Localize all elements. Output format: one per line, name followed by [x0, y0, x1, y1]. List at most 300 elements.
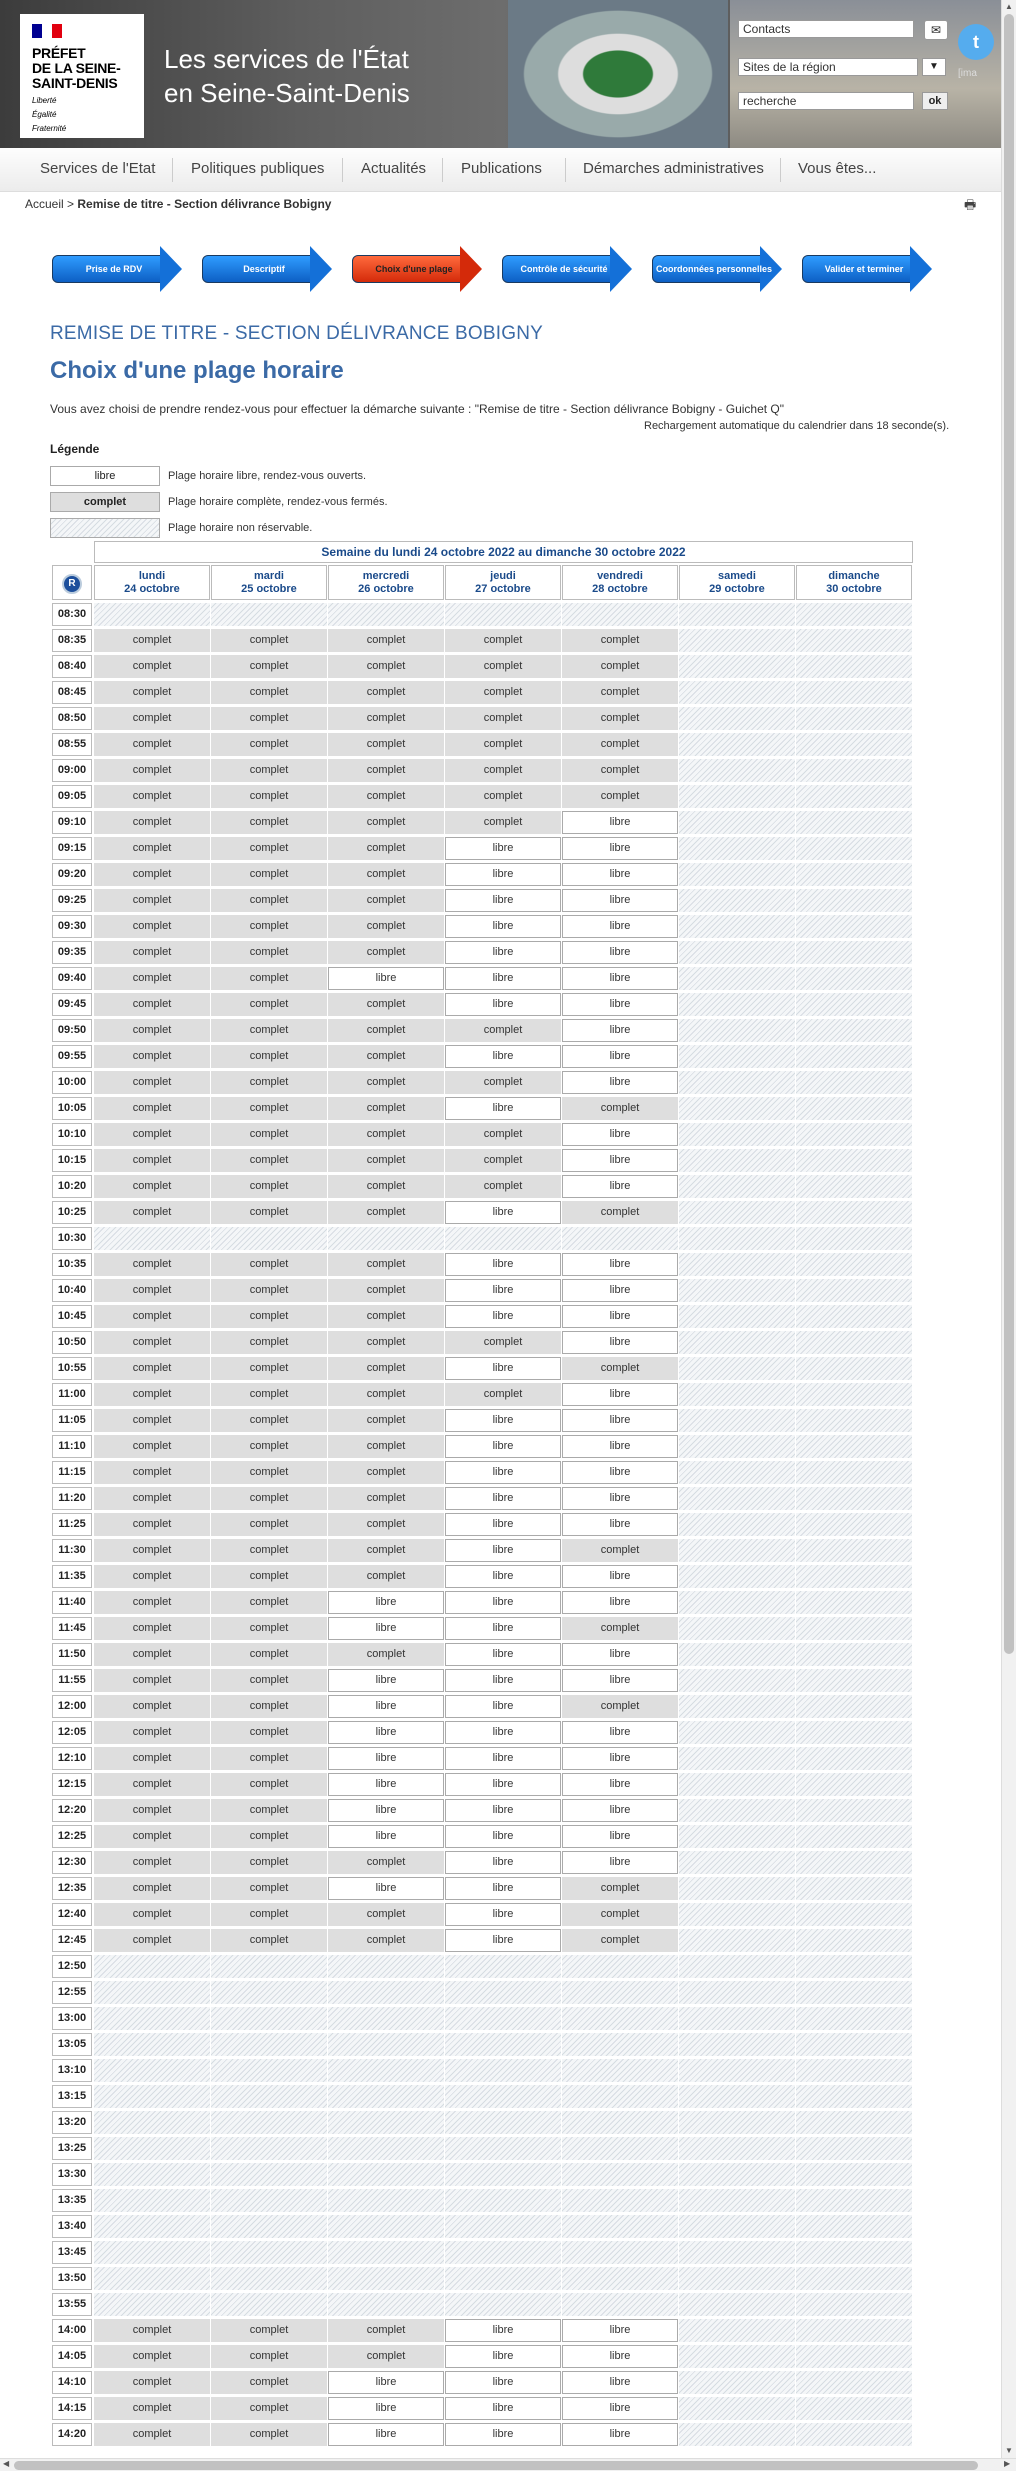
slot-cell-na [211, 2215, 327, 2238]
slot-cell-complet: complet [211, 1799, 327, 1822]
slot-cell-libre[interactable]: libre [445, 2319, 561, 2342]
day-date: 30 octobre [826, 583, 882, 595]
slot-cell-na [328, 1955, 444, 1978]
slot-cell-na [796, 915, 912, 938]
slot-cell-complet: complet [94, 1357, 210, 1380]
step-choix-plage[interactable] [352, 246, 482, 292]
day-header-samedi [679, 565, 795, 600]
time-label: 11:20 [52, 1487, 92, 1510]
slot-cell-na [562, 603, 678, 626]
slot-cell-libre[interactable]: libre [562, 1045, 678, 1068]
slot-cell-na [562, 2111, 678, 2134]
slot-cell-complet: complet [94, 707, 210, 730]
slot-cell-na [94, 2137, 210, 2160]
slot-cell-na [679, 1851, 795, 1874]
slot-cell-libre[interactable]: libre [445, 1539, 561, 1562]
slot-cell-libre[interactable]: libre [445, 993, 561, 1016]
slot-cell-complet: complet [211, 681, 327, 704]
table-row [52, 2293, 914, 2319]
table-row [52, 1799, 914, 1825]
refresh-icon[interactable]: R [62, 574, 82, 594]
nav-item-publications[interactable]: Publications [461, 160, 542, 177]
slot-cell-libre[interactable]: libre [445, 1045, 561, 1068]
slot-cell-na [445, 2293, 561, 2316]
slot-cell-complet: complet [211, 941, 327, 964]
slot-cell-libre[interactable]: libre [445, 1877, 561, 1900]
table-row [52, 629, 914, 655]
slot-cell-libre[interactable]: libre [328, 1617, 444, 1640]
slot-cell-na [679, 1955, 795, 1978]
slot-cell-complet: complet [445, 785, 561, 808]
slot-cell-na [796, 889, 912, 912]
search-input[interactable]: recherche [738, 92, 914, 110]
slot-cell-complet: complet [211, 837, 327, 860]
day-date: 26 octobre [358, 583, 414, 595]
slot-cell-libre[interactable]: libre [562, 1175, 678, 1198]
slot-cell-na [679, 889, 795, 912]
vertical-scroll-thumb[interactable] [1004, 14, 1014, 1654]
slot-cell-na [679, 967, 795, 990]
slot-cell-complet: complet [328, 1253, 444, 1276]
slot-cell-libre[interactable]: libre [562, 1565, 678, 1588]
slot-cell-na [679, 941, 795, 964]
slot-cell-libre[interactable]: libre [328, 1695, 444, 1718]
table-row [52, 1773, 914, 1799]
slot-cell-complet: complet [94, 1903, 210, 1926]
slot-cell-libre[interactable]: libre [562, 1669, 678, 1692]
time-label: 10:30 [52, 1227, 92, 1250]
slot-cell-libre[interactable]: libre [562, 1773, 678, 1796]
slot-cell-libre[interactable]: libre [328, 1877, 444, 1900]
slot-cell-complet: complet [211, 1305, 327, 1328]
slot-cell-libre[interactable]: libre [445, 967, 561, 990]
site-title[interactable] [164, 42, 410, 110]
slot-cell-libre[interactable]: libre [445, 1591, 561, 1614]
slot-cell-na [679, 1773, 795, 1796]
slot-cell-libre[interactable]: libre [562, 1799, 678, 1822]
slot-cell-complet: complet [445, 1331, 561, 1354]
slot-cell-libre[interactable]: libre [445, 1825, 561, 1848]
scroll-left-icon[interactable]: ◀ [3, 2459, 10, 2468]
nav-item-actualites[interactable]: Actualités [361, 160, 427, 177]
slot-cell-complet: complet [328, 1149, 444, 1172]
slot-cell-libre[interactable]: libre [445, 889, 561, 912]
slot-cell-libre[interactable]: libre [562, 1305, 678, 1328]
slot-cell-complet: complet [445, 1175, 561, 1198]
slot-cell-complet: complet [445, 811, 561, 834]
slot-cell-libre[interactable]: libre [562, 2371, 678, 2394]
slot-cell-libre[interactable]: libre [328, 1721, 444, 1744]
slot-cell-complet: complet [211, 889, 327, 912]
time-label: 10:05 [52, 1097, 92, 1120]
slot-cell-na [796, 993, 912, 1016]
slot-cell-libre[interactable]: libre [445, 1305, 561, 1328]
slot-cell-libre[interactable]: libre [562, 1435, 678, 1458]
slot-cell-na [796, 1383, 912, 1406]
step-prise-rdv[interactable] [52, 246, 182, 292]
slot-cell-na [94, 1955, 210, 1978]
slot-cell-na [679, 2137, 795, 2160]
slot-cell-libre[interactable]: libre [562, 1123, 678, 1146]
slot-cell-libre[interactable]: libre [562, 1487, 678, 1510]
slot-cell-complet: complet [94, 1279, 210, 1302]
time-label: 12:50 [52, 1955, 92, 1978]
slot-cell-complet: complet [94, 2423, 210, 2446]
search-ok-button[interactable]: ok [922, 92, 948, 110]
slot-cell-libre[interactable]: libre [562, 889, 678, 912]
slot-cell-libre[interactable]: libre [562, 1071, 678, 1094]
time-label: 10:50 [52, 1331, 92, 1354]
slot-cell-complet: complet [445, 707, 561, 730]
slot-cell-complet: complet [211, 1721, 327, 1744]
slot-cell-na [679, 2033, 795, 2056]
time-label: 10:45 [52, 1305, 92, 1328]
time-label: 09:15 [52, 837, 92, 860]
vertical-scrollbar[interactable] [1001, 0, 1016, 2458]
slot-cell-libre[interactable]: libre [562, 1461, 678, 1484]
slot-cell-complet: complet [211, 1695, 327, 1718]
table-row [52, 759, 914, 785]
slot-cell-libre[interactable]: libre [562, 941, 678, 964]
slot-cell-complet: complet [94, 1045, 210, 1068]
calendar-corner [52, 565, 92, 600]
slot-cell-libre[interactable]: libre [328, 2397, 444, 2420]
slot-cell-na [796, 1721, 912, 1744]
slot-cell-complet: complet [211, 1279, 327, 1302]
slot-cell-complet: complet [211, 1383, 327, 1406]
slot-cell-libre[interactable]: libre [562, 2397, 678, 2420]
slot-cell-libre[interactable]: libre [445, 1279, 561, 1302]
table-row [52, 1565, 914, 1591]
time-label: 10:20 [52, 1175, 92, 1198]
slot-cell-na [562, 2137, 678, 2160]
slot-cell-libre[interactable]: libre [328, 1591, 444, 1614]
time-label: 12:45 [52, 1929, 92, 1952]
slot-cell-complet: complet [328, 837, 444, 860]
slot-cell-complet: complet [94, 1877, 210, 1900]
table-row [52, 2319, 914, 2345]
slot-cell-libre[interactable]: libre [562, 1591, 678, 1614]
day-date: 28 octobre [592, 583, 648, 595]
legend-na-desc: Plage horaire non réservable. [168, 522, 313, 534]
slot-cell-libre[interactable]: libre [445, 2345, 561, 2368]
time-label: 11:05 [52, 1409, 92, 1432]
slot-cell-complet: complet [94, 655, 210, 678]
slot-cell-complet: complet [94, 1929, 210, 1952]
slot-cell-complet: complet [211, 2423, 327, 2446]
table-row [52, 2189, 914, 2215]
slot-cell-complet: complet [562, 1201, 678, 1224]
time-label: 13:05 [52, 2033, 92, 2056]
table-row [52, 733, 914, 759]
slot-cell-libre[interactable]: libre [445, 1669, 561, 1692]
slot-cell-libre[interactable]: libre [328, 2371, 444, 2394]
slot-cell-na [211, 2007, 327, 2030]
slot-cell-na [679, 1903, 795, 1926]
slot-cell-na [94, 2085, 210, 2108]
slot-cell-libre[interactable]: libre [445, 837, 561, 860]
scroll-down-icon[interactable]: ▼ [1005, 2446, 1013, 2455]
slot-cell-libre[interactable]: libre [562, 863, 678, 886]
slot-cell-libre[interactable]: libre [328, 1773, 444, 1796]
slot-cell-libre[interactable]: libre [562, 811, 678, 834]
slot-cell-complet: complet [328, 941, 444, 964]
slot-cell-complet: complet [211, 655, 327, 678]
slot-cell-libre[interactable]: libre [328, 2423, 444, 2446]
slot-cell-complet: complet [562, 1903, 678, 1926]
slot-cell-libre[interactable]: libre [445, 1487, 561, 1510]
slot-cell-libre[interactable]: libre [562, 1331, 678, 1354]
slot-cell-libre[interactable]: libre [445, 1097, 561, 1120]
time-label: 14:10 [52, 2371, 92, 2394]
slot-cell-na [796, 863, 912, 886]
slot-cell-na [796, 2085, 912, 2108]
slot-cell-libre[interactable]: libre [445, 1643, 561, 1666]
slot-cell-libre[interactable]: libre [562, 2423, 678, 2446]
slot-cell-complet: complet [328, 1487, 444, 1510]
contacts-field[interactable]: Contacts [738, 20, 914, 38]
table-row [52, 837, 914, 863]
slot-cell-libre[interactable]: libre [328, 1747, 444, 1770]
slot-cell-na [562, 2007, 678, 2030]
slot-cell-libre[interactable]: libre [445, 2371, 561, 2394]
slot-cell-complet: complet [211, 1591, 327, 1614]
slot-cell-libre[interactable]: libre [562, 1825, 678, 1848]
slot-cell-complet: complet [211, 1851, 327, 1874]
slot-cell-complet: complet [94, 889, 210, 912]
slot-cell-libre[interactable]: libre [562, 1851, 678, 1874]
slot-cell-libre[interactable]: libre [445, 1513, 561, 1536]
slot-cell-libre[interactable]: libre [445, 1903, 561, 1926]
slot-cell-libre[interactable]: libre [562, 1279, 678, 1302]
slot-cell-libre[interactable]: libre [445, 1773, 561, 1796]
slot-cell-libre[interactable]: libre [445, 2423, 561, 2446]
table-row [52, 1981, 914, 2007]
slot-cell-libre[interactable]: libre [328, 1669, 444, 1692]
slot-cell-libre[interactable]: libre [445, 1435, 561, 1458]
slot-cell-complet: complet [94, 785, 210, 808]
step-controle-securite[interactable] [502, 246, 632, 292]
slot-cell-complet: complet [94, 2371, 210, 2394]
slot-cell-complet: complet [445, 1071, 561, 1094]
slot-cell-libre[interactable]: libre [562, 993, 678, 1016]
slot-cell-na [562, 2241, 678, 2264]
slot-cell-complet: complet [328, 2345, 444, 2368]
slot-cell-complet: complet [328, 1331, 444, 1354]
slot-cell-na [796, 2137, 912, 2160]
slot-cell-complet: complet [445, 1149, 561, 1172]
slot-cell-libre[interactable]: libre [445, 2397, 561, 2420]
slot-cell-libre[interactable]: libre [445, 1409, 561, 1432]
slot-cell-na [328, 2033, 444, 2056]
slot-cell-complet: complet [211, 1071, 327, 1094]
slot-cell-complet: complet [211, 2371, 327, 2394]
slot-cell-na [796, 1851, 912, 1874]
slot-cell-na [679, 915, 795, 938]
slot-cell-complet: complet [211, 1929, 327, 1952]
slot-cell-na [445, 603, 561, 626]
slot-cell-libre[interactable]: libre [445, 1565, 561, 1588]
slot-cell-libre[interactable]: libre [562, 1747, 678, 1770]
slot-cell-libre[interactable]: libre [445, 1253, 561, 1276]
slot-cell-na [679, 1071, 795, 1094]
print-icon[interactable]: 🖶 [964, 197, 977, 212]
slot-cell-complet: complet [445, 1383, 561, 1406]
slot-cell-libre[interactable]: libre [562, 1019, 678, 1042]
step-label: Coordonnées personnelles [655, 264, 773, 274]
slot-cell-libre[interactable]: libre [445, 1799, 561, 1822]
nav-item-vous-etes[interactable]: Vous êtes... [798, 160, 877, 177]
slot-cell-libre[interactable]: libre [562, 1149, 678, 1172]
prefet-logo[interactable] [20, 14, 144, 138]
slot-cell-na [679, 993, 795, 1016]
slot-cell-complet: complet [328, 681, 444, 704]
scroll-up-icon[interactable]: ▲ [1005, 2, 1013, 11]
slot-cell-complet: complet [328, 1903, 444, 1926]
slot-cell-libre[interactable]: libre [562, 1383, 678, 1406]
slot-cell-na [679, 1149, 795, 1172]
slot-cell-complet: complet [562, 1877, 678, 1900]
slot-cell-libre[interactable]: libre [445, 1851, 561, 1874]
time-label: 12:55 [52, 1981, 92, 2004]
region-select[interactable]: Sites de la région [738, 58, 918, 76]
slot-cell-complet: complet [211, 1565, 327, 1588]
step-valider[interactable] [802, 246, 932, 292]
slot-cell-libre[interactable]: libre [562, 1643, 678, 1666]
slot-cell-libre[interactable]: libre [562, 1513, 678, 1536]
step-descriptif[interactable] [202, 246, 332, 292]
slot-cell-na [796, 2397, 912, 2420]
table-row [52, 1643, 914, 1669]
slot-cell-libre[interactable]: libre [445, 1201, 561, 1224]
slot-cell-na [679, 2293, 795, 2316]
slot-cell-na [679, 681, 795, 704]
slot-cell-na [679, 1565, 795, 1588]
time-label: 13:10 [52, 2059, 92, 2082]
table-row [52, 681, 914, 707]
slot-cell-complet: complet [562, 1929, 678, 1952]
slot-cell-complet: complet [328, 1123, 444, 1146]
slot-cell-complet: complet [94, 1487, 210, 1510]
legend-libre-swatch: libre [50, 466, 160, 486]
slot-cell-libre[interactable]: libre [445, 1929, 561, 1952]
slot-cell-na [796, 1175, 912, 1198]
slot-cell-na [796, 1565, 912, 1588]
slot-cell-libre[interactable]: libre [445, 1461, 561, 1484]
slot-cell-na [328, 2163, 444, 2186]
slot-cell-libre[interactable]: libre [562, 915, 678, 938]
nav-item-demarches[interactable]: Démarches administratives [583, 160, 764, 177]
slot-cell-libre[interactable]: libre [562, 1721, 678, 1744]
breadcrumb-home[interactable]: Accueil [25, 197, 64, 211]
slot-cell-complet: complet [328, 1279, 444, 1302]
slot-cell-libre[interactable]: libre [562, 2319, 678, 2342]
slot-cell-na [679, 733, 795, 756]
horizontal-scrollbar[interactable] [0, 2458, 1016, 2471]
table-row [52, 2137, 914, 2163]
slot-cell-complet: complet [211, 915, 327, 938]
slot-cell-na [679, 2397, 795, 2420]
day-header-mercredi [328, 565, 444, 600]
slot-cell-libre[interactable]: libre [562, 1409, 678, 1432]
slot-cell-complet: complet [211, 1357, 327, 1380]
nav-item-services[interactable]: Services de l'Etat [40, 160, 156, 177]
site-title-line-2: en Seine-Saint-Denis [164, 78, 410, 108]
slot-cell-libre[interactable]: libre [562, 1253, 678, 1276]
day-date: 24 octobre [124, 583, 180, 595]
slot-cell-libre[interactable]: libre [562, 837, 678, 860]
slot-cell-libre[interactable]: libre [445, 1721, 561, 1744]
slot-cell-complet: complet [562, 707, 678, 730]
step-coordonnees[interactable] [652, 246, 782, 292]
time-label: 10:40 [52, 1279, 92, 1302]
slot-cell-libre[interactable]: libre [445, 1747, 561, 1770]
slot-cell-complet: complet [94, 1253, 210, 1276]
slot-cell-complet: complet [211, 1643, 327, 1666]
slot-cell-libre[interactable]: libre [328, 1825, 444, 1848]
nav-item-politiques[interactable]: Politiques publiques [191, 160, 325, 177]
slot-cell-libre[interactable]: libre [445, 941, 561, 964]
slot-cell-complet: complet [328, 785, 444, 808]
slot-cell-complet: complet [94, 1721, 210, 1744]
broken-image-icon: [ima [958, 68, 977, 79]
slot-cell-na [445, 1955, 561, 1978]
nav-separator [780, 158, 781, 182]
slot-cell-libre[interactable]: libre [445, 1357, 561, 1380]
table-row [52, 1253, 914, 1279]
site-title-line-1: Les services de l'État [164, 44, 409, 74]
slot-cell-libre[interactable]: libre [562, 2345, 678, 2368]
slot-cell-na [679, 629, 795, 652]
slot-cell-complet: complet [211, 1123, 327, 1146]
slot-cell-na [562, 1227, 678, 1250]
slot-cell-na [796, 2111, 912, 2134]
slot-cell-complet: complet [328, 1929, 444, 1952]
slot-cell-complet: complet [211, 1747, 327, 1770]
chevron-down-icon[interactable]: ▼ [922, 58, 946, 76]
scroll-right-icon[interactable]: ▶ [1004, 2459, 1011, 2468]
slot-cell-libre[interactable]: libre [328, 967, 444, 990]
table-row [52, 941, 914, 967]
breadcrumb [25, 197, 331, 211]
slot-cell-complet: complet [328, 993, 444, 1016]
slot-cell-complet: complet [328, 655, 444, 678]
day-date: 29 octobre [709, 583, 765, 595]
slot-cell-libre[interactable]: libre [445, 915, 561, 938]
slot-cell-na [679, 603, 795, 626]
mail-icon[interactable]: ✉ [924, 20, 948, 40]
day-header-lundi [94, 565, 210, 600]
legend-complet-desc: Plage horaire complète, rendez-vous fermés. [168, 496, 388, 508]
slot-cell-complet: complet [211, 2345, 327, 2368]
slot-cell-na [679, 1227, 795, 1250]
time-label: 14:00 [52, 2319, 92, 2342]
table-row [52, 1071, 914, 1097]
nav-separator [565, 158, 566, 182]
slot-cell-complet: complet [328, 1643, 444, 1666]
slot-cell-libre[interactable]: libre [445, 863, 561, 886]
slot-cell-libre[interactable]: libre [562, 967, 678, 990]
slot-cell-libre[interactable]: libre [328, 1799, 444, 1822]
twitter-icon[interactable]: t [958, 24, 994, 60]
table-row [52, 1669, 914, 1695]
slot-cell-libre[interactable]: libre [445, 1617, 561, 1640]
time-label: 11:00 [52, 1383, 92, 1406]
horizontal-scroll-thumb[interactable] [14, 2461, 978, 2470]
slot-cell-libre[interactable]: libre [445, 1695, 561, 1718]
slot-cell-na [796, 1357, 912, 1380]
slot-cell-complet: complet [445, 1019, 561, 1042]
